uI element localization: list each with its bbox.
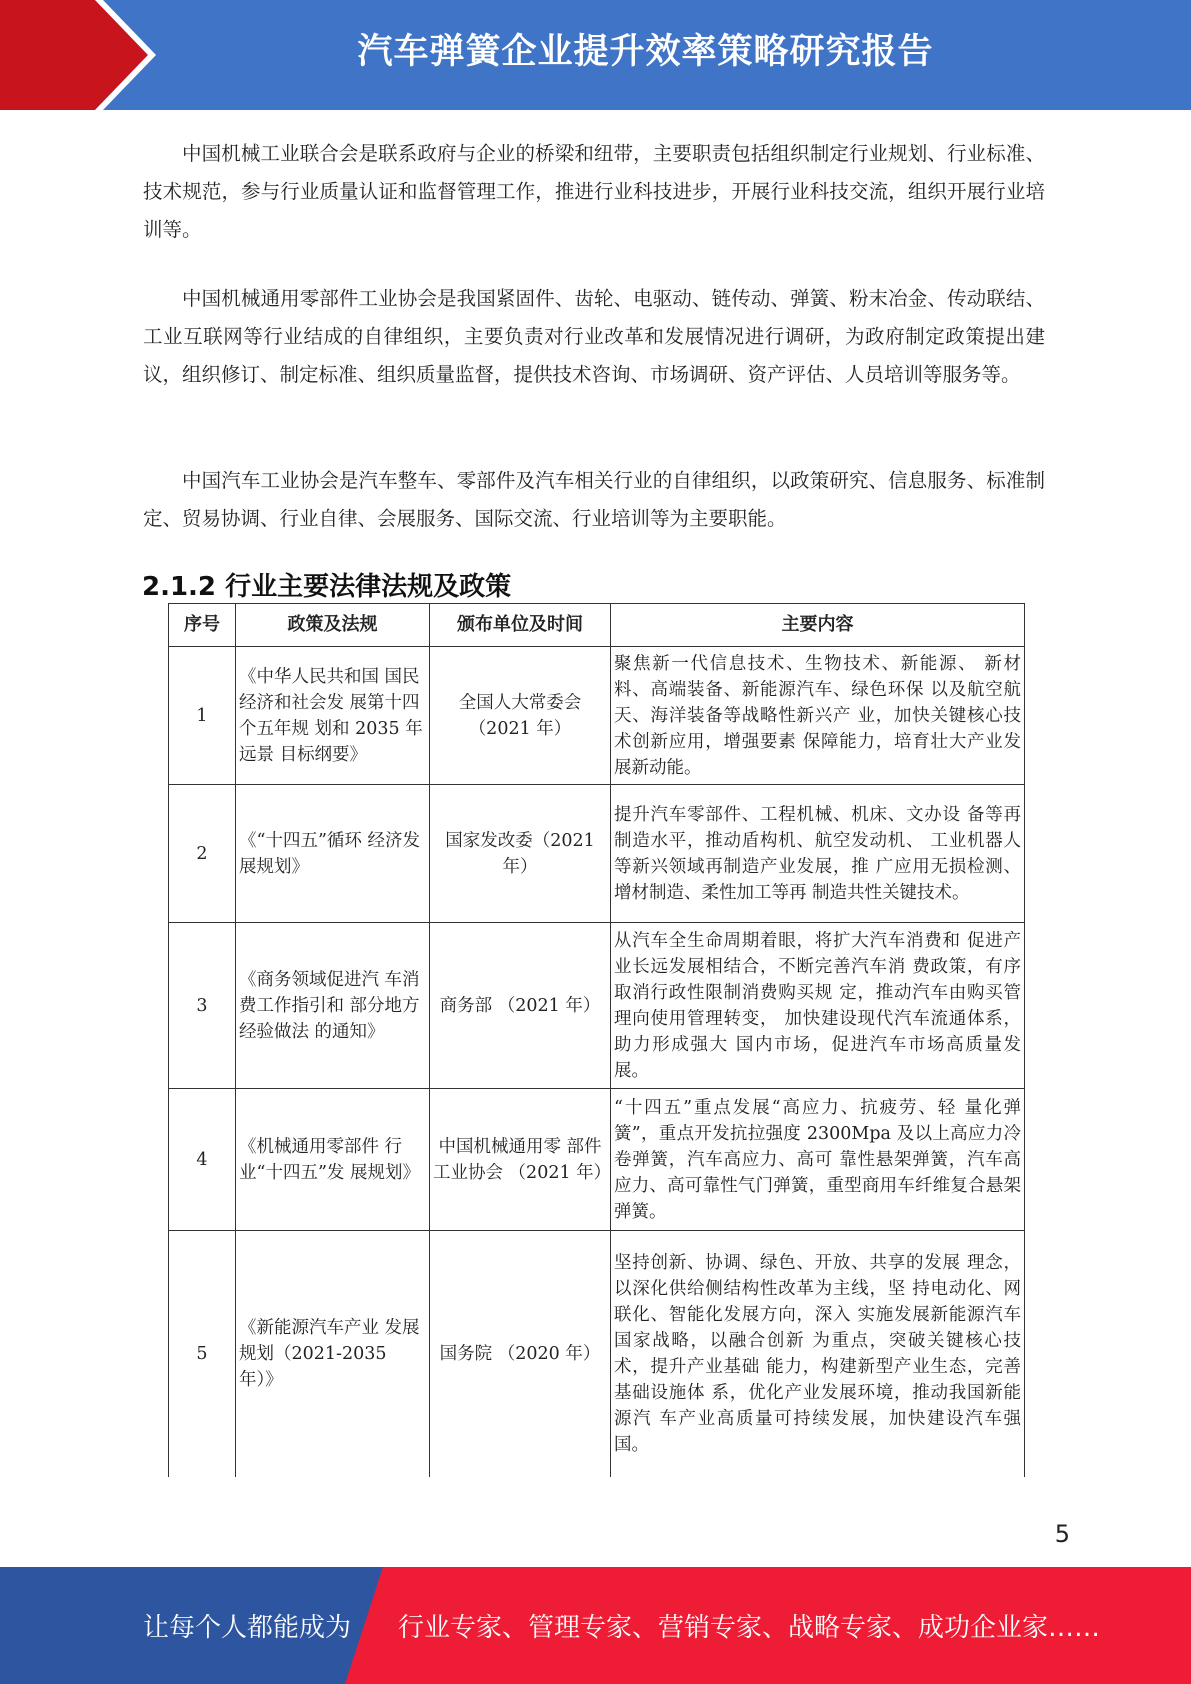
- row-policy: 《商务领域促进汽 车消费工作指引和 部分地方经验做法 的通知》: [236, 923, 430, 1089]
- row-number: 3: [169, 923, 236, 1089]
- table-row: [169, 1231, 1025, 1477]
- header-issuer: 颁布单位及时间: [430, 604, 611, 647]
- header-number: 序号: [169, 604, 236, 647]
- row-issuer: 全国人大常委会（2021 年）: [430, 647, 611, 785]
- row-content: “十四五”重点发展“高应力、抗疲劳、轻 量化弹簧”，重点开发抗拉强度 2300Mpa 及以上高应力冷卷弹簧，汽车高应力、高可 靠性悬架弹簧，汽车高应力、高可靠性气门弹簧，重型商用车纤维复合悬架弹簧。: [611, 1089, 1025, 1231]
- row-content: 提升汽车零部件、工程机械、机床、文办设 备等再制造水平，推动盾构机、航空发动机、 工业机器人等新兴领域再制造产业发展，推 广应用无损检测、增材制造、柔性加工等再 制造共性关键技术。: [611, 785, 1025, 923]
- row-issuer: 商务部 （2021 年）: [430, 923, 611, 1089]
- table-row: [169, 1089, 1025, 1231]
- paragraph-cmif: 中国机械工业联合会是联系政府与企业的桥梁和纽带，主要职责包括组织制定行业规划、行业标准、技术规范，参与行业质量认证和监督管理工作，推进行业科技进步，开展行业科技交流，组织开展行业培训等。: [143, 142, 1045, 241]
- row-number: 5: [169, 1231, 236, 1477]
- header-policy: 政策及法规: [236, 604, 430, 647]
- page-footer: [0, 1567, 1191, 1684]
- row-policy: 《新能源汽车产业 发展规划（2021-2035 年）》: [236, 1231, 430, 1477]
- table-row: [169, 785, 1025, 923]
- header-content: 主要内容: [611, 604, 1025, 647]
- section-heading: 2.1.2 行业主要法律法规及政策: [142, 572, 512, 602]
- row-policy: 《“十四五”循环 经济发展规划》: [236, 785, 430, 923]
- row-policy: 《中华人民共和国 国民经济和社会发 展第十四个五年规 划和 2035 年远景 目标纲要》: [236, 647, 430, 785]
- row-number: 2: [169, 785, 236, 923]
- row-content: 坚持创新、协调、绿色、开放、共享的发展 理念，以深化供给侧结构性改革为主线，坚 持电动化、网联化、智能化发展方向，深入 实施发展新能源汽车国家战略，以融合创新 为重点，突破关键核心技术，提升产业基础 能力，构建新型产业生态，完善基础设施体 系，优化产业发展环境，推动我国新能源汽 车产业高质量可持续发展，加快建设汽车强 国。: [611, 1231, 1025, 1477]
- row-number: 1: [169, 647, 236, 785]
- paragraph-cgmia: 中国机械通用零部件工业协会是我国紧固件、齿轮、电驱动、链传动、弹簧、粉末冶金、传动联结、工业互联网等行业结成的自律组织，主要负责对行业改革和发展情况进行调研，为政府制定政策提出建议，组织修订、制定标准、组织质量监督，提供技术咨询、市场调研、资产评估、人员培训等服务等。: [143, 287, 1045, 386]
- row-policy: 《机械通用零部件 行业“十四五”发 展规划》: [236, 1089, 430, 1231]
- row-issuer: 国务院 （2020 年）: [430, 1231, 611, 1477]
- page-header: [0, 0, 1191, 110]
- report-title: 汽车弹簧企业提升效率策略研究报告: [357, 32, 934, 72]
- table-row: [169, 923, 1025, 1089]
- row-number: 4: [169, 1089, 236, 1231]
- table-header-row: [169, 604, 1025, 647]
- table-row: [169, 647, 1025, 785]
- footer-slogan-right: 行业专家、管理专家、营销专家、战略专家、成功企业家……: [398, 1613, 1101, 1643]
- policy-table: [168, 603, 1025, 1477]
- row-issuer: 中国机械通用零 部件工业协会 （2021 年）: [430, 1089, 611, 1231]
- page-number: 5: [1054, 1520, 1070, 1548]
- row-content: 聚焦新一代信息技术、生物技术、新能源、 新材料、高端装备、新能源汽车、绿色环保 以及航空航天、海洋装备等战略性新兴产 业，加快关键核心技术创新应用，增强要素 保障能力，培育壮大产业发展新动能。: [611, 647, 1025, 785]
- paragraph-caam: 中国汽车工业协会是汽车整车、零部件及汽车相关行业的自律组织，以政策研究、信息服务、标准制定、贸易协调、行业自律、会展服务、国际交流、行业培训等为主要职能。: [143, 469, 1045, 530]
- row-content: 从汽车全生命周期着眼，将扩大汽车消费和 促进产业长远发展相结合，不断完善汽车消 费政策，有序取消行政性限制消费购买规 定，推动汽车由购买管理向使用管理转变， 加快建设现代汽车流通体系，助力形成强大 国内市场，促进汽车市场高质量发展。: [611, 923, 1025, 1089]
- red-chevron-shape: [0, 0, 148, 110]
- row-issuer: 国家发改委（2021 年）: [430, 785, 611, 923]
- footer-slogan-left: 让每个人都能成为: [143, 1613, 352, 1643]
